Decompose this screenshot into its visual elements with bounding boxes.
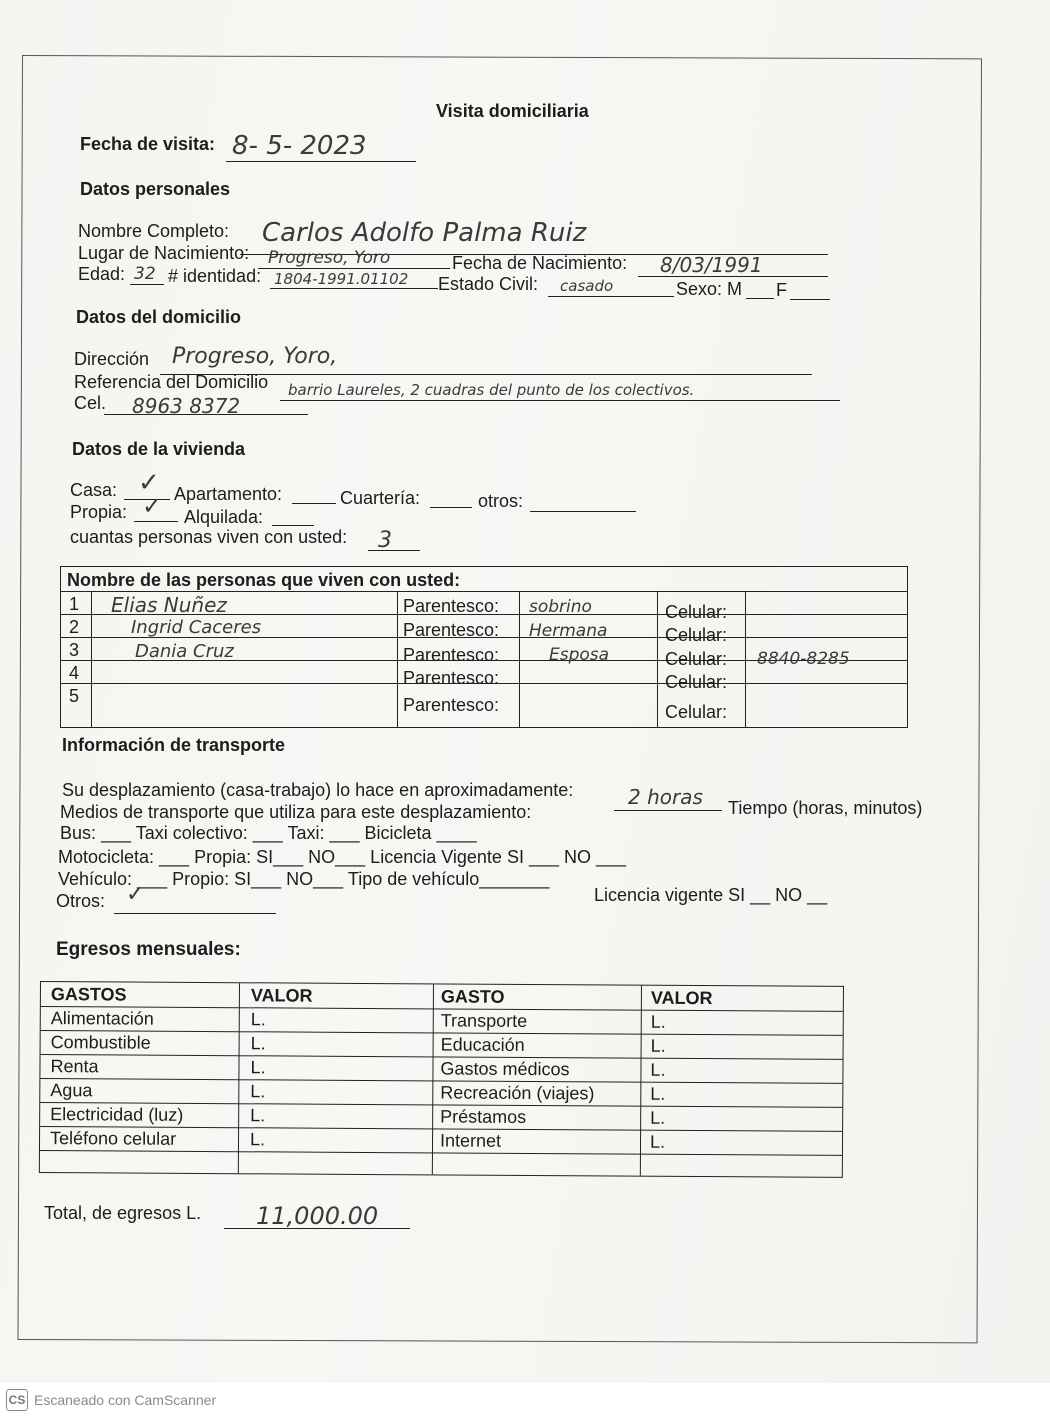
address-label: Dirección: [74, 349, 150, 369]
expense-currency: L.: [250, 1081, 266, 1102]
col-valor-2: VALOR: [650, 987, 713, 1009]
birthplace-label: Lugar de Nacimiento:: [78, 243, 250, 263]
cuarteria-label: Cuartería:: [340, 488, 421, 508]
age-value: 32: [134, 264, 156, 284]
form-title: Visita domiciliaria: [436, 101, 589, 121]
cuarteria-line: [430, 507, 472, 508]
birthdate-line: [638, 276, 828, 277]
propia-check-icon: ✓: [142, 492, 163, 520]
expense-right: Gastos médicos: [440, 1058, 570, 1080]
transport-line-vehiculo: Vehículo: ___ Propio: SI___ NO___ Tipo de vehículo_______: [58, 869, 550, 889]
expense-currency: L.: [250, 1009, 266, 1030]
expense-currency: L.: [649, 1131, 666, 1152]
commute-label: Su desplazamiento (casa-trabajo) lo hace en aproximadamente:: [62, 780, 574, 800]
expense-left: Electricidad (luz): [50, 1104, 184, 1125]
expense-left: Combustible: [50, 1032, 151, 1053]
casa-label: Casa:: [70, 480, 118, 500]
expense-currency: L.: [650, 1035, 666, 1056]
cohabitant-name: Dania Cruz: [135, 641, 234, 662]
sex-f-label: F: [776, 280, 787, 300]
personal-heading: Datos personales: [80, 179, 231, 199]
cell-label: Celular:: [665, 672, 728, 692]
commute-unit: Tiempo (horas, minutos): [728, 798, 923, 818]
expense-left: Renta: [50, 1056, 99, 1077]
visit-date-line: [226, 161, 416, 162]
transport-heading: Información de transporte: [62, 735, 286, 755]
alquilada-label: Alquilada:: [184, 507, 264, 527]
people-value: 3: [378, 528, 392, 553]
relation-label: Parentesco:: [403, 695, 500, 715]
relation-label: Parentesco:: [403, 668, 500, 688]
transport-line-licencia: Licencia vigente SI __ NO __: [594, 885, 828, 905]
name-label: Nombre Completo:: [78, 221, 230, 241]
relation-label: Parentesco:: [403, 620, 500, 640]
commute-value: 2 horas: [628, 785, 703, 809]
expenses-table: [39, 981, 844, 1178]
expense-currency: L.: [650, 1083, 666, 1104]
expense-left: Teléfono celular: [49, 1128, 177, 1149]
total-value: 11,000.00: [256, 1202, 379, 1230]
expense-currency: L.: [250, 1105, 266, 1126]
cohabitant-relation: sobrino: [529, 597, 592, 617]
col-gasto-2: GASTO: [440, 986, 505, 1007]
expense-currency: L.: [249, 1129, 266, 1150]
apartamento-line: [292, 503, 336, 504]
phone-line: [104, 414, 308, 415]
expense-currency: L.: [650, 1059, 666, 1080]
visit-date-value: 8- 5- 2023: [232, 131, 367, 161]
age-line: [130, 284, 164, 285]
otros-housing-label: otros:: [478, 491, 524, 511]
birthdate-value: 8/03/1991: [660, 253, 763, 277]
scanner-footer: [0, 1383, 1050, 1417]
row-number: 1: [69, 594, 80, 614]
housing-heading: Datos de la vivienda: [72, 439, 246, 459]
means-label: Medios de transporte que utiliza para este desplazamiento:: [60, 802, 532, 822]
cohabitant-name: Elias Nuñez: [111, 593, 227, 617]
total-line: [224, 1228, 410, 1229]
expense-right: Recreación (viajes): [440, 1082, 595, 1104]
casa-check-icon: ✓: [138, 468, 160, 498]
row-number: 4: [69, 663, 80, 683]
sex-m-line: [746, 298, 774, 299]
address-value: Progreso, Yoro,: [172, 344, 338, 369]
id-line: [270, 288, 438, 289]
cohabitant-phone: 8840-8285: [757, 649, 850, 669]
alquilada-line: [272, 525, 314, 526]
visit-date-label: Fecha de visita:: [80, 134, 216, 154]
expenses-heading: Egresos mensuales:: [56, 939, 241, 960]
id-label: # identidad:: [168, 266, 262, 286]
civil-line: [548, 296, 674, 297]
cohabitants-header: Nombre de las personas que viven con usted:: [67, 570, 461, 590]
civil-value: casado: [560, 277, 614, 295]
sex-m-label: Sexo: M: [676, 279, 743, 299]
birthplace-value: Progreso, Yoro: [268, 248, 391, 268]
row-number: 5: [69, 686, 80, 706]
total-label: Total, de egresos L.: [44, 1203, 202, 1223]
phone-value: 8963 8372: [132, 394, 241, 418]
birthplace-line: [258, 268, 450, 269]
reference-label: Referencia del Domicilio: [74, 372, 269, 392]
people-line: [368, 550, 420, 551]
commute-line: [614, 810, 722, 811]
expense-right: Préstamos: [440, 1106, 527, 1127]
cell-label: Celular:: [665, 625, 728, 645]
row-number: 3: [69, 640, 80, 660]
birthdate-label: Fecha de Nacimiento:: [452, 253, 628, 273]
expense-right: Educación: [440, 1034, 525, 1055]
age-label: Edad:: [78, 264, 126, 284]
otros-housing-line: [530, 511, 636, 512]
row-number: 2: [69, 617, 80, 637]
relation-label: Parentesco:: [403, 596, 500, 616]
sex-f-line: [790, 299, 830, 300]
expense-currency: L.: [650, 1107, 666, 1128]
name-value: Carlos Adolfo Palma Ruiz: [262, 218, 587, 248]
col-valor-1: VALOR: [250, 985, 313, 1006]
reference-line: [280, 400, 840, 401]
cohabitant-name: Ingrid Caceres: [131, 617, 262, 638]
transport-line-bus: Bus: ___ Taxi colectivo: ___ Taxi: ___ Bicicleta ____: [60, 823, 477, 843]
camscanner-watermark: Escaneado con CamScanner: [34, 1392, 217, 1408]
home-heading: Datos del domicilio: [76, 307, 242, 327]
cohabitant-relation: Esposa: [549, 645, 610, 665]
cell-label: Celular:: [665, 602, 728, 622]
cell-label: Celular:: [665, 649, 728, 669]
id-value: 1804-1991.01102: [274, 270, 409, 288]
expense-currency: L.: [650, 1011, 666, 1032]
expense-left: Agua: [50, 1080, 93, 1101]
people-label: cuantas personas viven con usted:: [70, 527, 348, 547]
cohabitants-table: [60, 566, 908, 728]
camscanner-icon: CS: [6, 1389, 28, 1411]
cohabitant-relation: Hermana: [529, 621, 608, 641]
propia-line: [134, 521, 178, 522]
propia-label: Propia:: [70, 502, 128, 522]
cell-label: Celular:: [665, 702, 728, 722]
transport-otros-label: Otros:: [56, 891, 106, 911]
expense-currency: L.: [250, 1057, 266, 1078]
expense-right: Internet: [439, 1130, 502, 1151]
phone-label: Cel.: [74, 393, 107, 413]
reference-value: barrio Laureles, 2 cuadras del punto de los colectivos.: [288, 381, 695, 399]
otros-check-icon: ✓: [126, 882, 145, 907]
apartamento-label: Apartamento:: [174, 484, 283, 504]
civil-label: Estado Civil:: [438, 274, 539, 294]
expense-currency: L.: [250, 1033, 266, 1054]
expense-left: Alimentación: [50, 1008, 154, 1029]
expense-right: Transporte: [440, 1010, 528, 1031]
transport-line-moto: Motocicleta: ___ Propia: SI___ NO___ Licencia Vigente SI ___ NO ___: [58, 847, 627, 867]
relation-label: Parentesco:: [403, 645, 500, 665]
transport-otros-line: [114, 913, 276, 914]
col-gastos-1: GASTOS: [50, 984, 127, 1005]
